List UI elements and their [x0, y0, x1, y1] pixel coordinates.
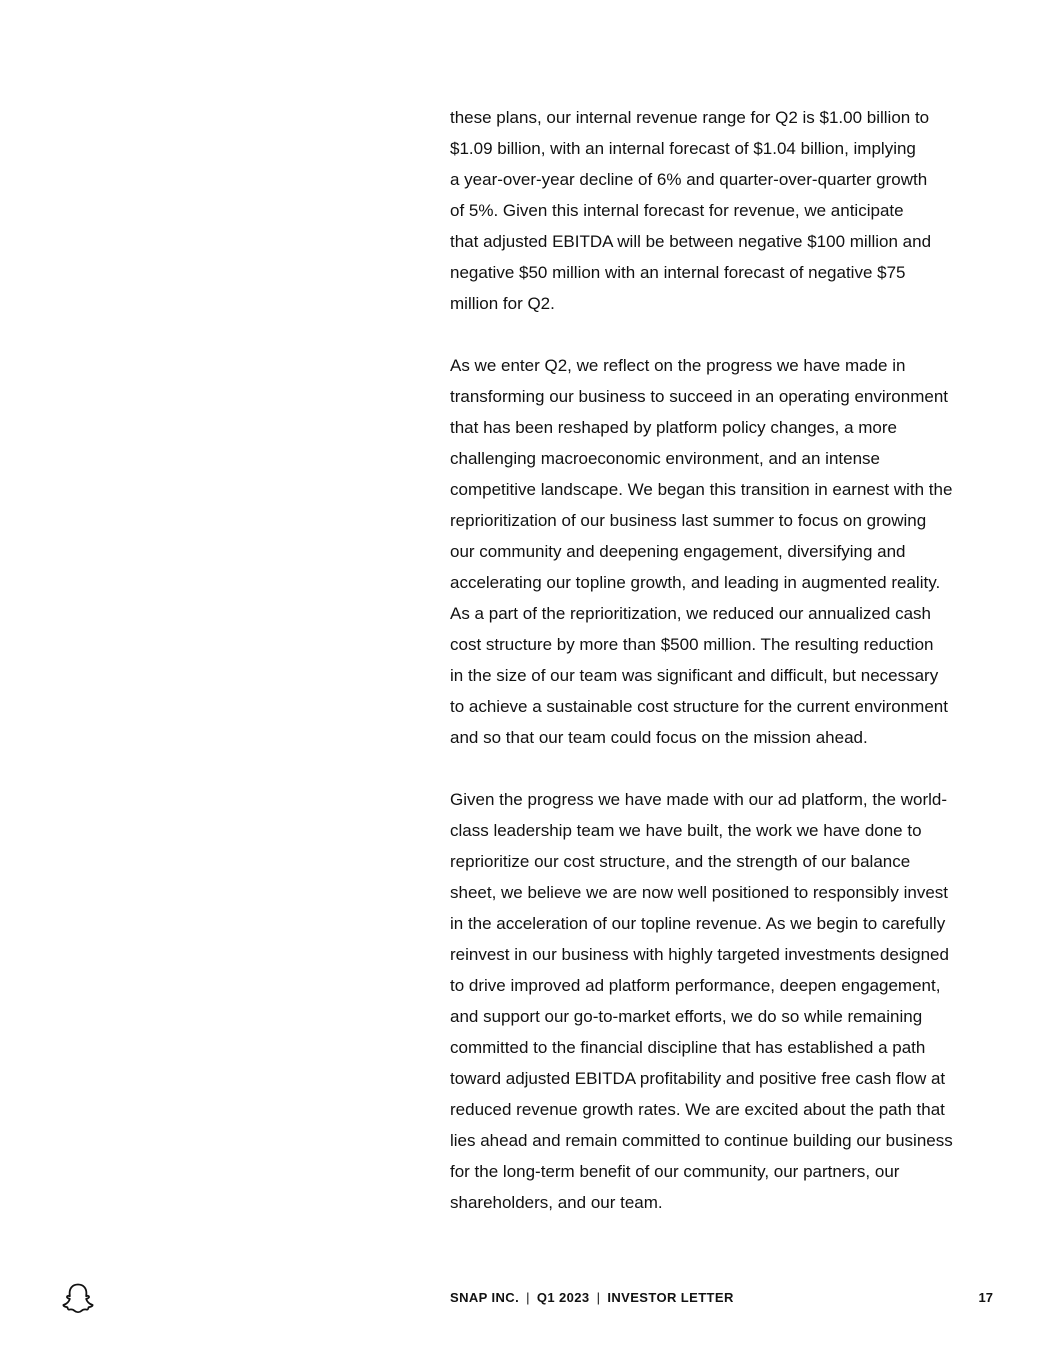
text-line: reduced revenue growth rates. We are excited about the path that: [450, 1100, 945, 1119]
text-line: shareholders, and our team.: [450, 1193, 663, 1212]
text-line: and so that our team could focus on the mission ahead.: [450, 728, 868, 747]
text-line: million for Q2.: [450, 294, 555, 313]
text-line: class leadership team we have built, the work we have done to: [450, 821, 922, 840]
text-line: to achieve a sustainable cost structure for the current environment: [450, 697, 948, 716]
text-line: a year-over-year decline of 6% and quarter-over-quarter growth: [450, 170, 928, 189]
text-line: toward adjusted EBITDA profitability and positive free cash flow at: [450, 1069, 946, 1088]
snapchat-ghost-icon: [60, 1282, 96, 1316]
footer-period: Q1 2023: [536, 1290, 590, 1305]
paragraph-progress: [450, 350, 1000, 753]
text-line: that adjusted EBITDA will be between negative $100 million and: [450, 232, 932, 251]
text-line: challenging macroeconomic environment, and an intense: [450, 449, 880, 468]
footer-separator: |: [526, 1290, 530, 1305]
page-number: 17: [978, 1290, 993, 1305]
text-line: competitive landscape. We began this transition in earnest with the: [450, 480, 953, 499]
text-line: in the acceleration of our topline revenue. As we begin to carefully: [450, 914, 946, 933]
text-line: reinvest in our business with highly targeted investments designed: [450, 945, 949, 964]
text-line: lies ahead and remain committed to continue building our business: [450, 1131, 953, 1150]
footer-company: SNAP INC.: [450, 1290, 520, 1305]
text-line: to drive improved ad platform performance, deepen engagement,: [450, 976, 941, 995]
letter-body: [450, 102, 1000, 1218]
text-line: our community and deepening engagement, diversifying and: [450, 542, 906, 561]
text-line: reprioritization of our business last summer to focus on growing: [450, 511, 927, 530]
footer-separator: |: [596, 1290, 601, 1305]
text-line: negative $50 million with an internal forecast of negative $75: [450, 263, 906, 282]
text-line: in the size of our team was significant and difficult, but necessary: [450, 666, 939, 685]
text-line: Given the progress we have made with our ad platform, the world-: [450, 790, 948, 809]
paragraph-guidance: [450, 102, 1000, 319]
footer-document-title: [450, 1290, 734, 1305]
text-line: As we enter Q2, we reflect on the progress we have made in: [450, 356, 906, 375]
text-line: committed to the financial discipline that has established a path: [450, 1038, 926, 1057]
text-line: cost structure by more than $500 million. The resulting reduction: [450, 635, 934, 654]
text-line: these plans, our internal revenue range for Q2 is $1.00 billion to: [450, 108, 930, 127]
text-line: that has been reshaped by platform policy changes, a more: [450, 418, 897, 437]
text-line: $1.09 billion, with an internal forecast of $1.04 billion, implying: [450, 139, 916, 158]
page-footer: [0, 1282, 1055, 1316]
text-line: reprioritize our cost structure, and the strength of our balance: [450, 852, 911, 871]
text-line: for the long-term benefit of our community, our partners, our: [450, 1162, 900, 1181]
text-line: transforming our business to succeed in an operating environment: [450, 387, 949, 406]
footer-document: INVESTOR LETTER: [607, 1290, 734, 1305]
paragraph-investment: [450, 784, 1000, 1218]
text-line: and support our go-to-market efforts, we do so while remaining: [450, 1007, 923, 1026]
text-line: of 5%. Given this internal forecast for revenue, we anticipate: [450, 201, 904, 220]
text-line: accelerating our topline growth, and leading in augmented reality.: [450, 573, 941, 592]
text-line: sheet, we believe we are now well positioned to responsibly invest: [450, 883, 948, 902]
text-line: As a part of the reprioritization, we reduced our annualized cash: [450, 604, 931, 623]
